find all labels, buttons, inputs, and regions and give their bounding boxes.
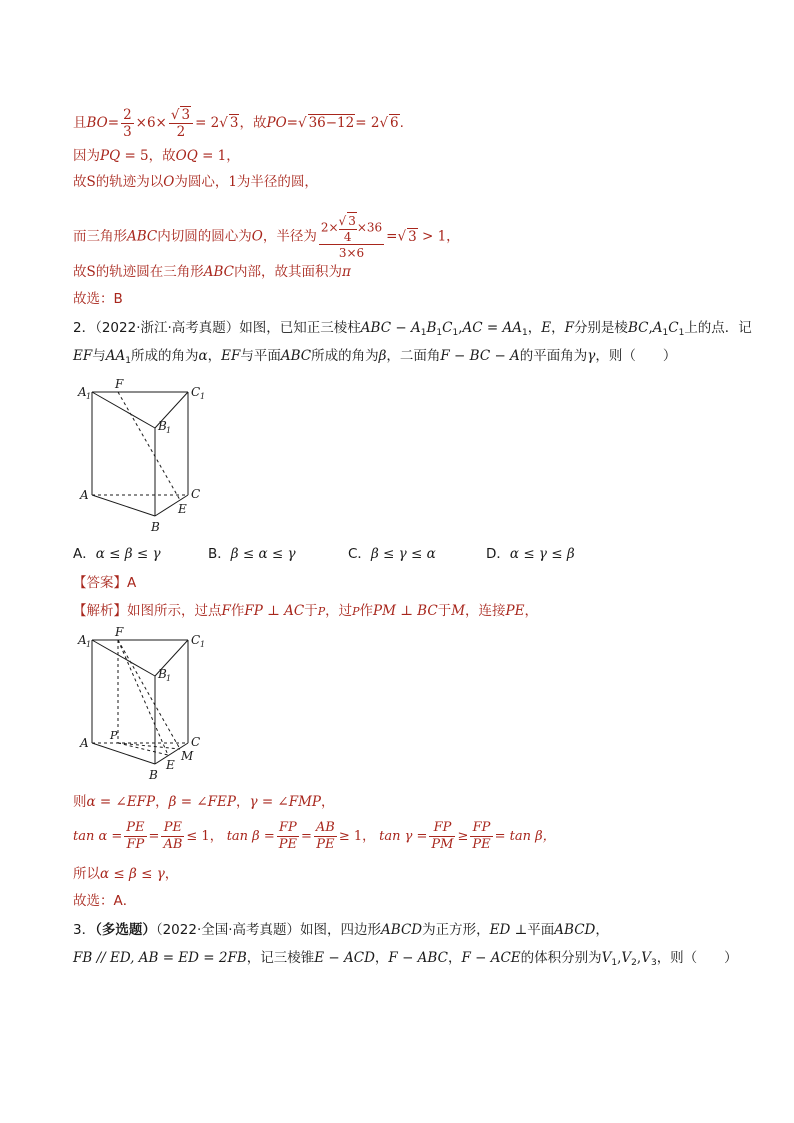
q3-stem-line-1: 3．（多选题）（2022·全国·高考真题）如图，四边形ABCD为正方形，ED ⊥平面ABCD， (73, 922, 609, 938)
sol-line-2: 因为PQ = 5，故OQ = 1， (73, 148, 240, 164)
label-m: M (181, 749, 194, 763)
edge-a-b (92, 743, 155, 764)
option-c[interactable]: C．β ≤ γ ≤ α (348, 546, 436, 562)
label-f: F (115, 378, 124, 391)
label-p: P (110, 729, 118, 742)
fraction: $\frac{√ 3}{2}$ (169, 106, 193, 140)
svg-text:1: 1 (166, 426, 172, 435)
so-line: 所以α ≤ β ≤ γ， (73, 866, 179, 882)
label-f: F (115, 626, 124, 639)
svg-text:1: 1 (86, 392, 92, 401)
label-a: A (80, 736, 89, 750)
sol-line-1: 且BO= $\frac{2}{3}$ ×6× $\frac{√ 3}{2}$ = 2√ 3，故PO=√ 36−12= 2√ 6. (73, 106, 404, 140)
label-e: E (178, 502, 187, 516)
label-b: B (151, 520, 160, 534)
analysis-line: 【解析】如图所示，过点F作FP ⊥ AC于P，过P作PM ⊥ BC于M，连接PE， (73, 603, 538, 619)
answer-line: 【答案】A (73, 575, 137, 591)
segment-pe (118, 743, 168, 755)
q2-stem-line-2: EF与$AA_1$所成的角为α，EF与平面ABC所成的角为β，二面角F − BC − A的平面角为γ，则（ ） (73, 348, 677, 366)
svg-text:1: 1 (200, 392, 206, 401)
svg-text:1: 1 (200, 640, 206, 649)
segment-fe (118, 640, 168, 755)
sol-line-5: 故S的轨迹圆在三角形ABC内部，故其面积为π (73, 264, 351, 280)
prism-construction-figure (70, 626, 210, 786)
edge-a1-b1 (92, 392, 155, 428)
edge-a1-b1 (92, 640, 155, 676)
option-b[interactable]: B．β ≤ α ≤ γ (208, 546, 296, 562)
label-c1: C (191, 385, 201, 399)
sol-select-b: 故选：B (73, 291, 123, 307)
tan-line: tan α = $\frac{PE}{FP}$ = $\frac{PE}{AB}$ ≤ 1， tan β = $\frac{FP}{PE}$ = $\frac{AB}{PE}$ ≥ 1， tan γ = $\frac{FP}{PM}$ ≥ $\frac{FP}{PE}$ = tan β， (73, 820, 556, 852)
edge-a-b (92, 495, 155, 516)
prism-figure (70, 378, 210, 538)
option-a[interactable]: A．α ≤ β ≤ γ (73, 546, 161, 562)
radius-fraction: 2× $\frac{√ 3}{4}$ ×36 3×6 (320, 214, 383, 260)
q2-stem-line-1: 2．（2022·浙江·高考真题）如图，已知正三棱柱ABC − $A_1B_1C_1,AC = AA_1$，E，F分别是棱$BC,A_1C_1$上的点．记 (73, 320, 752, 338)
fraction: $\frac{2}{3}$ (123, 106, 132, 140)
label-c1: C (191, 633, 201, 647)
segment-pm (118, 743, 180, 749)
label-a1: A (78, 633, 87, 647)
segment-ef (118, 392, 180, 500)
option-d[interactable]: D．α ≤ γ ≤ β (486, 546, 575, 562)
label-e: E (166, 758, 175, 772)
label-b1: B (158, 667, 167, 681)
label-c: C (191, 735, 201, 749)
label-a1: A (78, 385, 87, 399)
label-a: A (80, 488, 89, 502)
angles-line: 则α = ∠EFP，β = ∠FEP，γ = ∠FMP， (73, 794, 335, 810)
label-b: B (149, 768, 158, 782)
label-b1: B (158, 419, 167, 433)
sol-line-3: 故S的轨迹为以O为圆心，1为半径的圆， (73, 174, 318, 190)
segment-fm (118, 640, 180, 749)
sol-line-4: 而三角形ABC内切圆的圆心为O，半径为 2× $\frac{√ 3}{4}$ ×36 3×6 =√ 3 > 1， (73, 214, 460, 260)
svg-text:1: 1 (166, 674, 172, 683)
q3-stem-line-2: FB // ED, AB = ED = 2FB，记三棱锥E − ACD，F − ABC，F − ACE的体积分别为$V_1,V_2,V_3$，则（ ） (73, 950, 738, 968)
label-c: C (191, 487, 201, 501)
svg-text:1: 1 (86, 640, 92, 649)
sol-select-a: 故选：A． (73, 893, 137, 909)
